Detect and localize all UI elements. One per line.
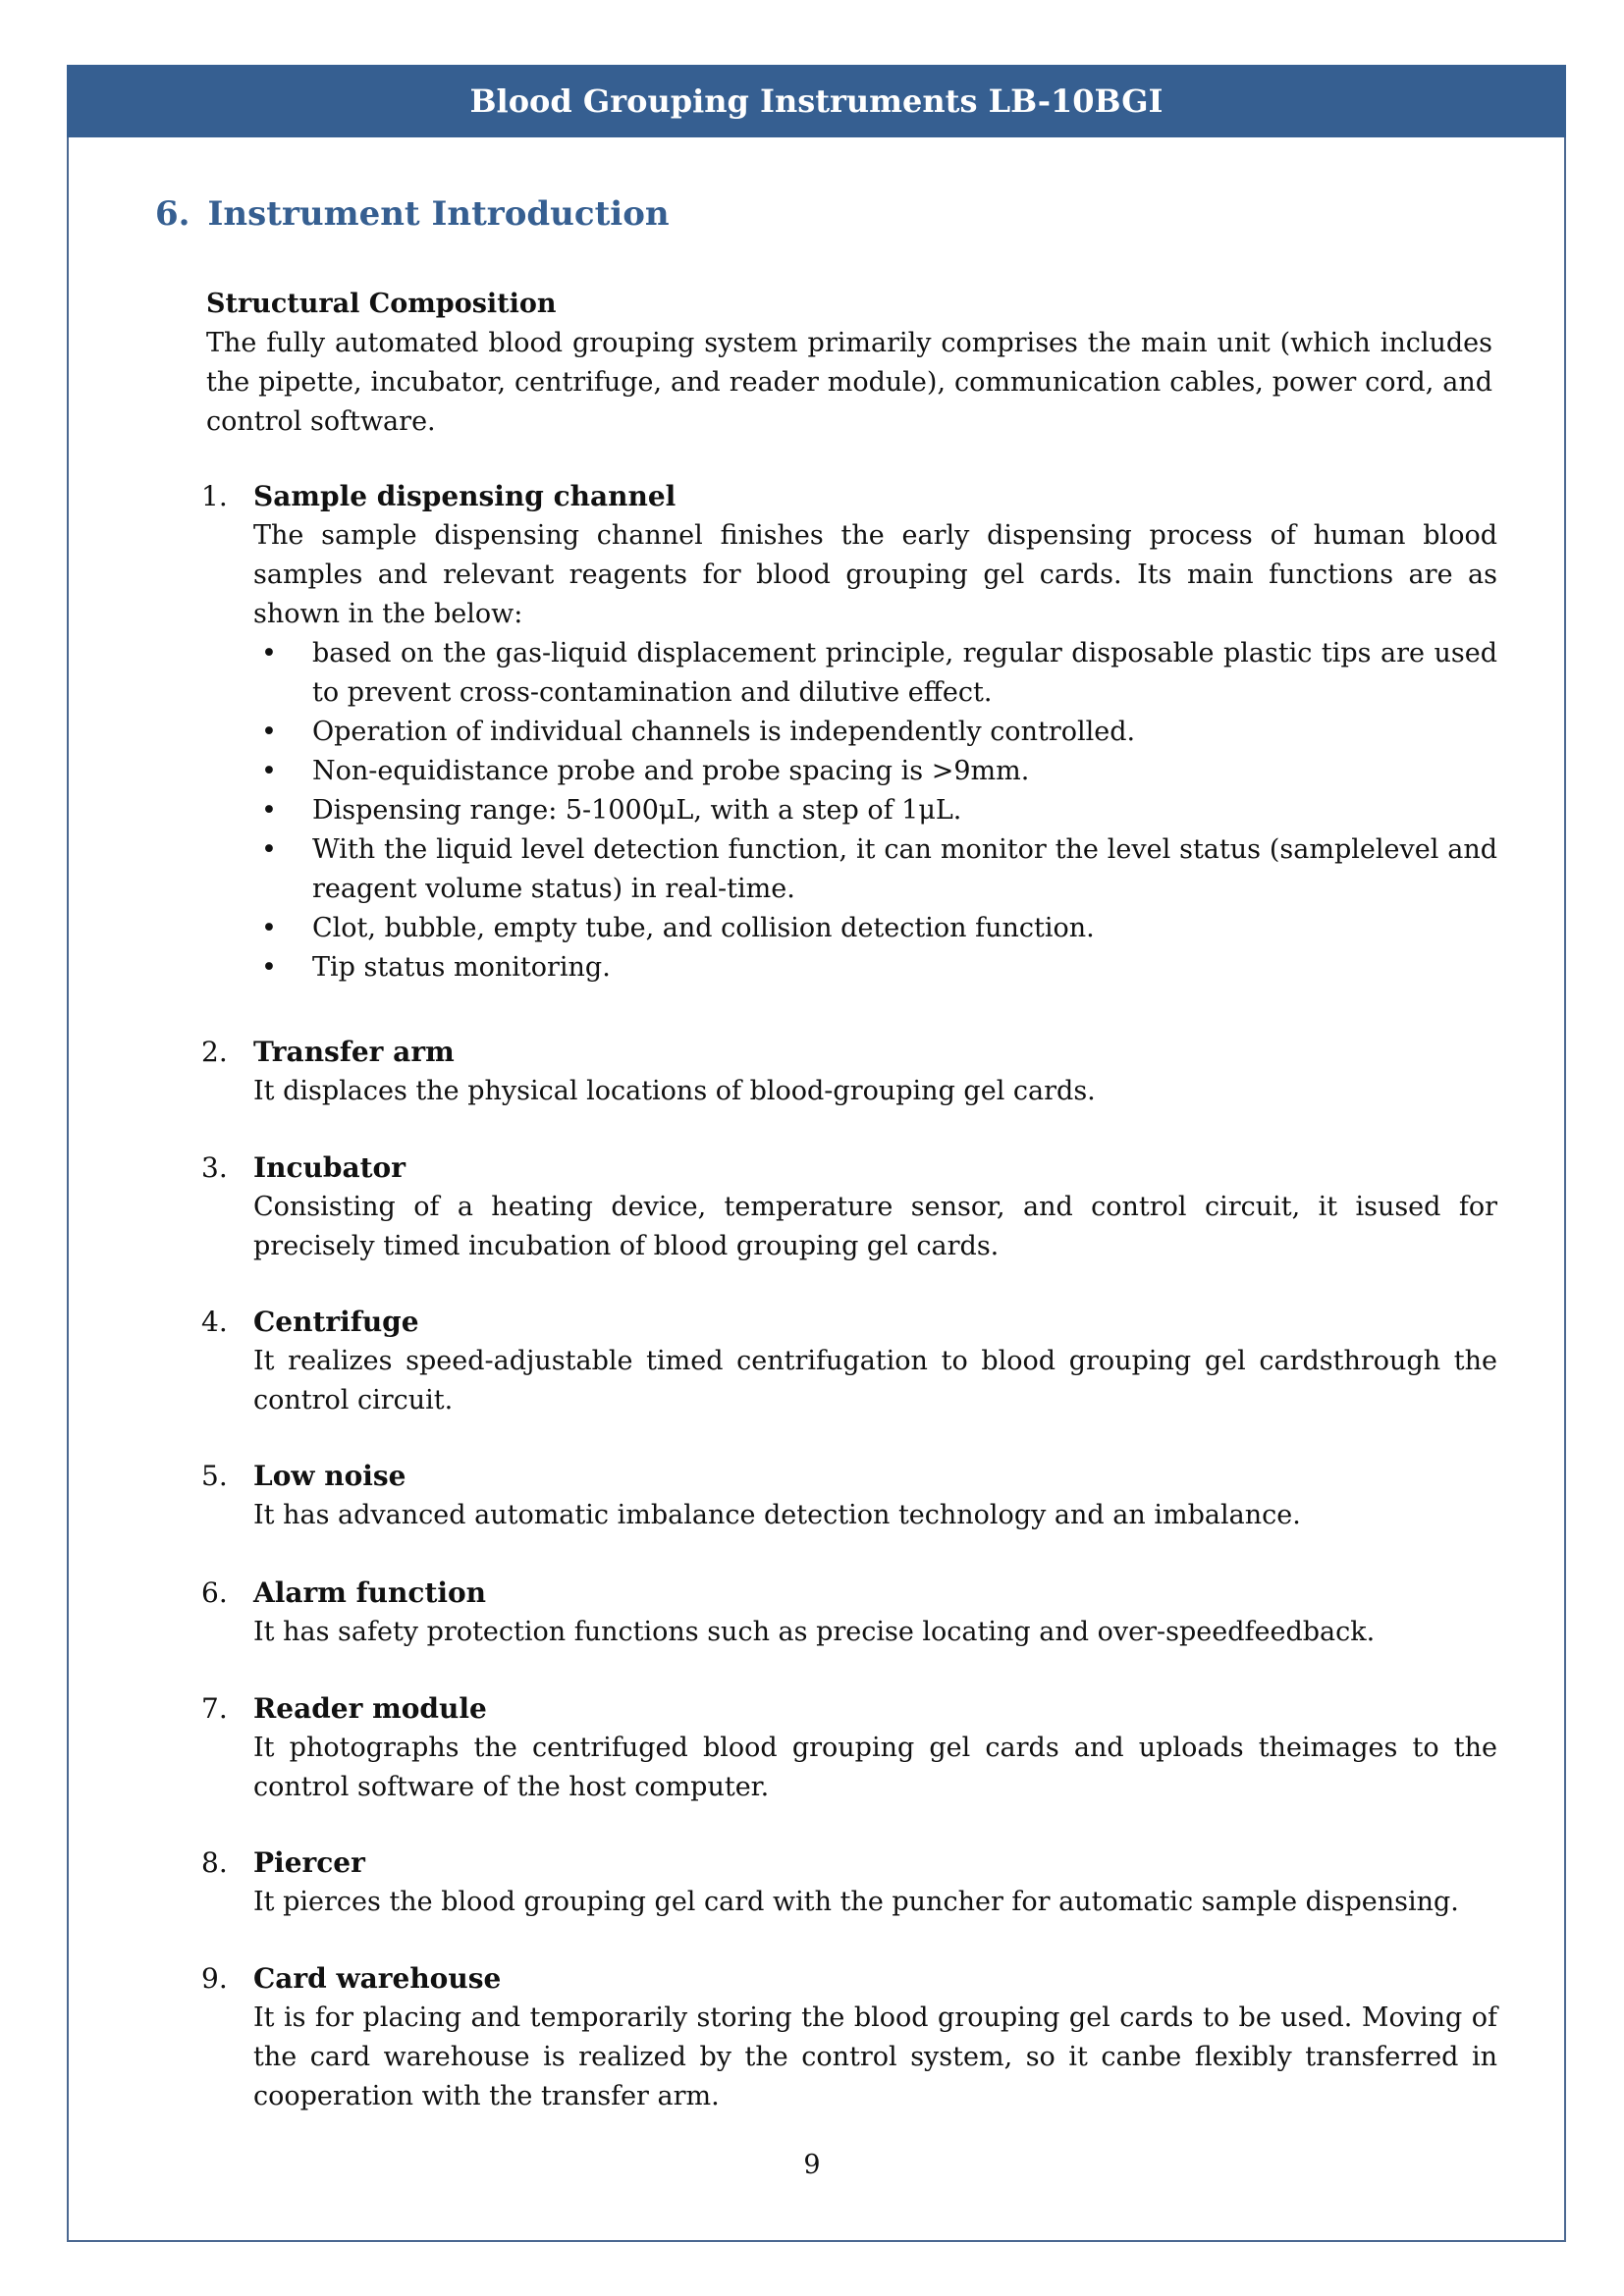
item-number: 5.: [201, 1460, 228, 1492]
list-item-7: [201, 1689, 1497, 1807]
section-title-text: Instrument Introduction: [207, 194, 670, 234]
page-number: 9: [803, 2150, 821, 2180]
bullet-item: [253, 752, 1497, 791]
bullet-icon: •: [261, 913, 277, 943]
list-item-2: [201, 1033, 1497, 1111]
list-item-6: [201, 1574, 1497, 1652]
list-item-8: [201, 1843, 1497, 1922]
list-item-4: [201, 1303, 1497, 1420]
bullet-text: Clot, bubble, empty tube, and collision detection function.: [312, 913, 1095, 943]
item-text: It is for placing and temporarily storing the blood grouping gel cards to be used. Moving of the card warehouse is realized by the control system, so it canbe flexibly transferred in cooperation with the transfer arm.: [253, 2002, 1497, 2111]
list-item-3: [201, 1148, 1497, 1266]
bullet-icon: •: [261, 756, 277, 786]
item-title: Reader module: [253, 1692, 487, 1725]
item-number: 2.: [201, 1036, 228, 1068]
item-title: Centrifuge: [253, 1306, 419, 1338]
item-title: Transfer arm: [253, 1036, 455, 1068]
list-item-5: [201, 1457, 1497, 1535]
item-title: Low noise: [253, 1460, 406, 1492]
bullet-icon: •: [261, 638, 277, 668]
bullet-item: [253, 634, 1497, 713]
item-number: 1.: [201, 480, 228, 512]
page-header: [67, 65, 1566, 137]
bullet-icon: •: [261, 834, 277, 865]
bullet-item: [253, 909, 1497, 948]
item-heading: [201, 1843, 1497, 1883]
item-number: 7.: [201, 1692, 228, 1725]
item-title: Card warehouse: [253, 1962, 502, 1995]
list-item-1: [201, 477, 1497, 988]
item-heading: [201, 1574, 1497, 1613]
section-number: 6.: [155, 194, 190, 234]
item-number: 6.: [201, 1576, 228, 1609]
item-number: 8.: [201, 1846, 228, 1879]
bullet-text: With the liquid level detection function, it can monitor the level status (samplelevel and reagent volume status) in real-time.: [312, 834, 1497, 904]
item-text: The sample dispensing channel finishes the early dispensing process of human blood samples and relevant reagents for blood grouping gel cards. Its main functions are as shown in the below:: [253, 520, 1497, 629]
bullet-text: Dispensing range: 5-1000μL, with a step of 1μL.: [312, 795, 962, 826]
item-heading: [201, 477, 1497, 516]
item-number: 4.: [201, 1306, 228, 1338]
item-heading: [201, 1457, 1497, 1496]
item-title: Alarm function: [253, 1576, 487, 1609]
item-text: It displaces the physical locations of blood-grouping gel cards.: [253, 1076, 1096, 1106]
section-title: [155, 194, 670, 234]
item-number: 9.: [201, 1962, 228, 1995]
item-heading: [201, 1148, 1497, 1188]
bullet-icon: •: [261, 952, 277, 983]
bullet-item: [253, 830, 1497, 909]
item-title: Sample dispensing channel: [253, 480, 677, 512]
bullet-item: [253, 791, 1497, 830]
intro-heading: Structural Composition: [206, 289, 557, 319]
header-title: Blood Grouping Instruments LB-10BGI: [469, 82, 1164, 120]
item-heading: [201, 1959, 1497, 1999]
item-text: It realizes speed-adjustable timed centrifugation to blood grouping gel cardsthrough the control circuit.: [253, 1346, 1497, 1415]
item-text: It pierces the blood grouping gel card with the puncher for automatic sample dispensing.: [253, 1887, 1459, 1917]
item-title: Incubator: [253, 1151, 406, 1184]
item-text: It photographs the centrifuged blood grouping gel cards and uploads theimages to the control software of the host computer.: [253, 1733, 1497, 1802]
intro-text: The fully automated blood grouping system primarily comprises the main unit (which includes the pipette, incubator, centrifuge, and reader module), communication cables, power cord, and control software.: [206, 328, 1492, 437]
item-heading: [201, 1303, 1497, 1342]
intro-block: [206, 285, 1492, 442]
item-title: Piercer: [253, 1846, 365, 1879]
item-heading: [201, 1033, 1497, 1072]
bullet-icon: •: [261, 795, 277, 826]
bullet-item: [253, 713, 1497, 752]
list-item-9: [201, 1959, 1497, 2116]
item-heading: [201, 1689, 1497, 1729]
item-text: It has advanced automatic imbalance detection technology and an imbalance.: [253, 1500, 1301, 1530]
bullet-icon: •: [261, 717, 277, 747]
bullet-text: based on the gas-liquid displacement principle, regular disposable plastic tips are used to prevent cross-contamination and dilutive effect.: [312, 638, 1497, 708]
item-text: Consisting of a heating device, temperature sensor, and control circuit, it isused for precisely timed incubation of blood grouping gel cards.: [253, 1192, 1497, 1261]
bullet-text: Non-equidistance probe and probe spacing is >9mm.: [312, 756, 1030, 786]
item-text: It has safety protection functions such as precise locating and over-speedfeedback.: [253, 1617, 1376, 1647]
bullet-text: Tip status monitoring.: [312, 952, 611, 983]
bullet-list: [253, 634, 1497, 988]
item-number: 3.: [201, 1151, 228, 1184]
bullet-item: [253, 948, 1497, 988]
bullet-text: Operation of individual channels is independently controlled.: [312, 717, 1136, 747]
